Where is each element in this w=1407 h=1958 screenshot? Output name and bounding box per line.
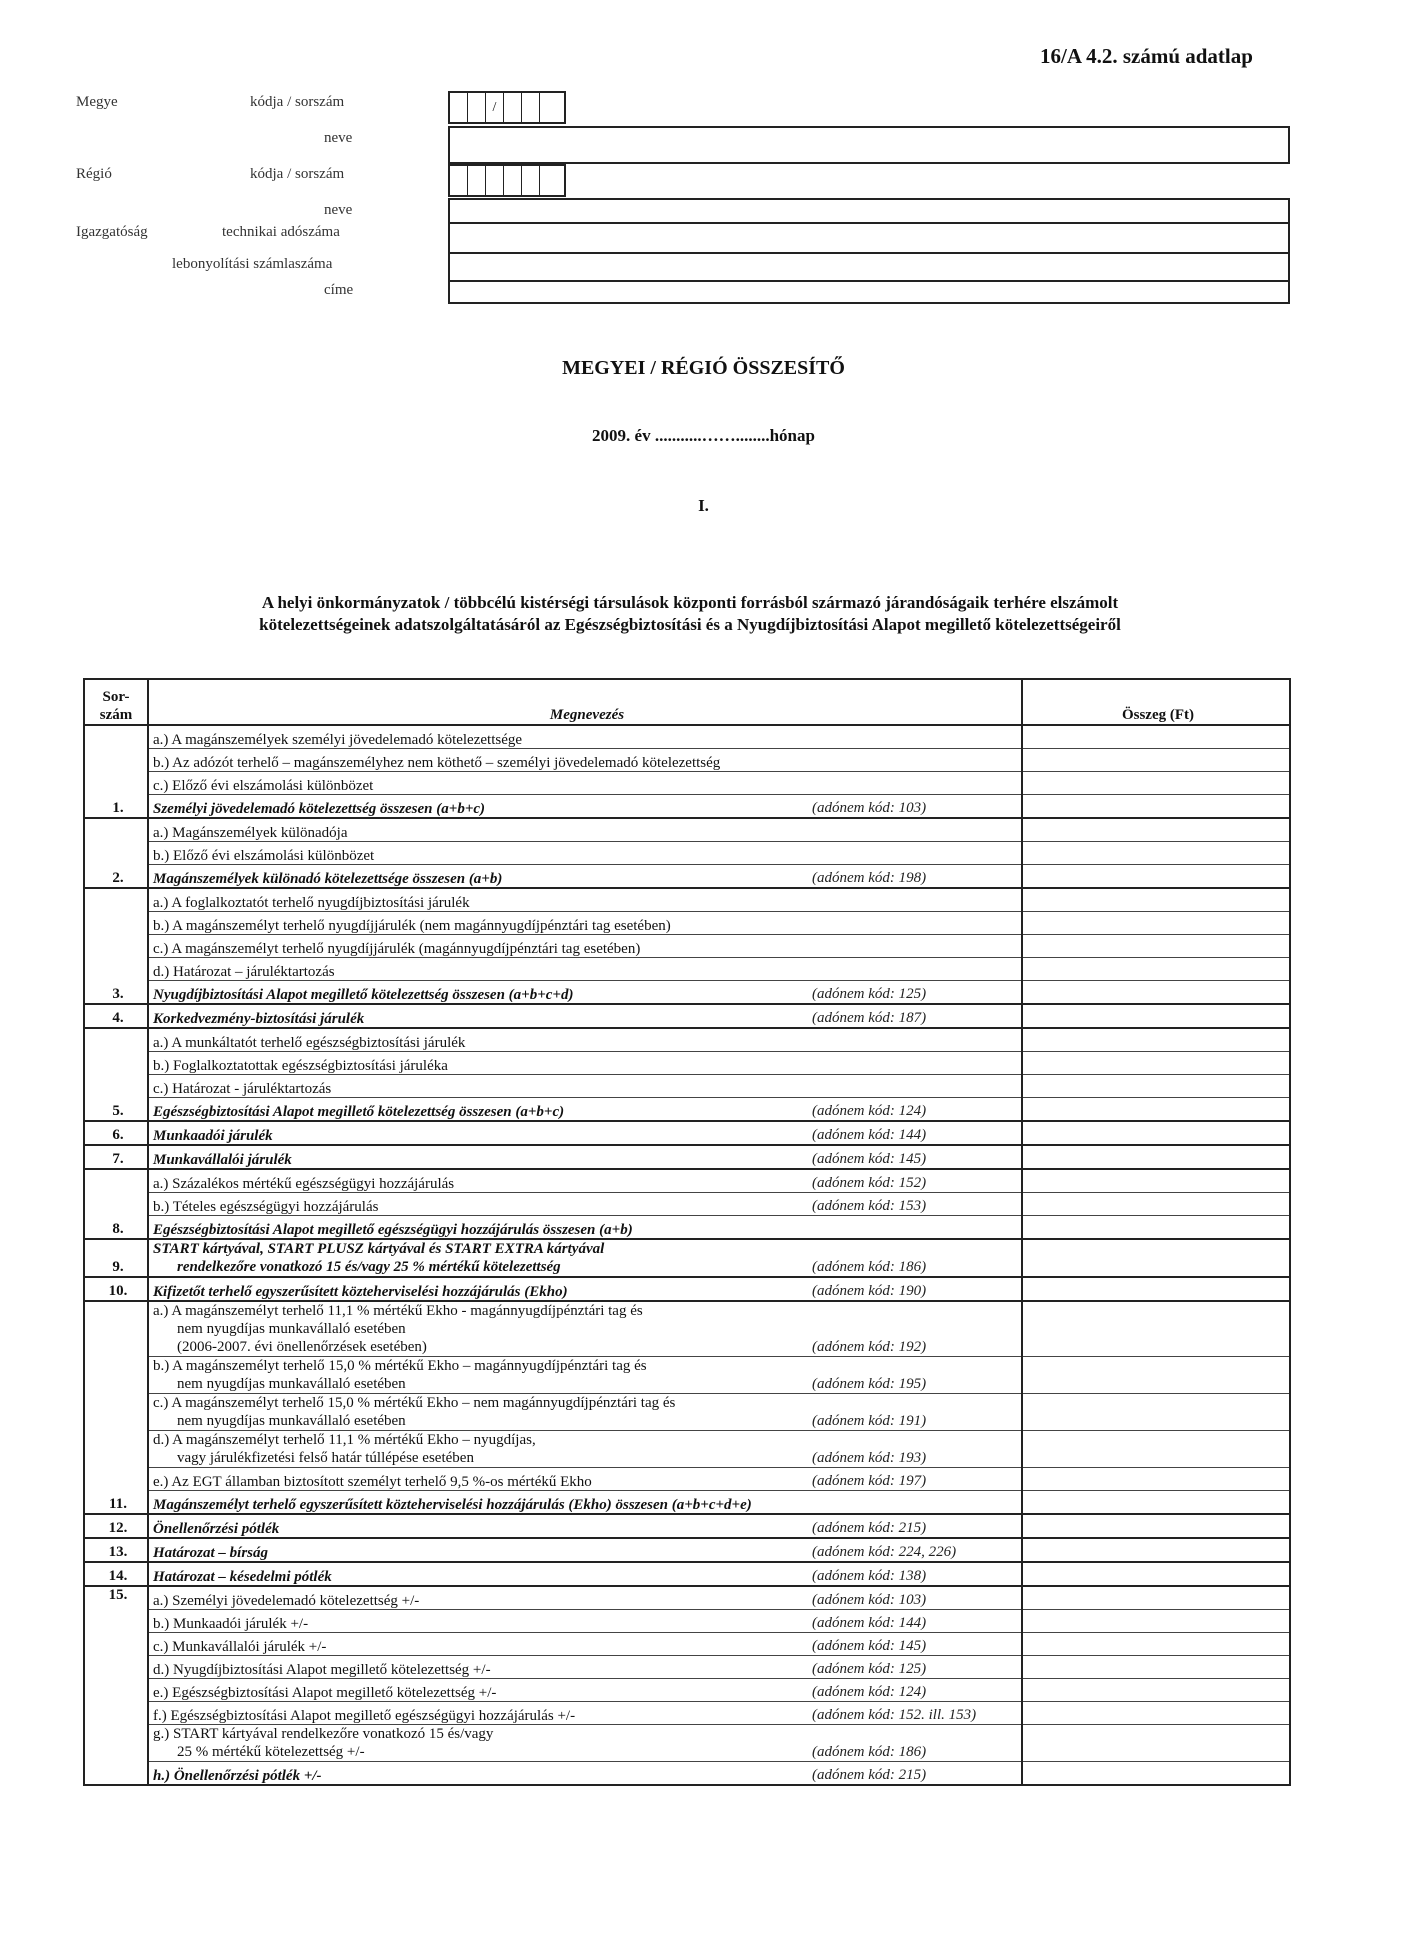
szamlaszam-field[interactable] (448, 252, 1290, 282)
row-number: 7. (84, 1145, 148, 1169)
tax-code (808, 818, 1022, 842)
row-description: d.) Nyugdíjbiztosítási Alapot megillető kötelezettség +/- (148, 1656, 808, 1679)
description-line: START kártyával, START PLUSZ kártyával és START EXTRA kártyával (153, 1241, 605, 1257)
table-row (84, 1394, 1290, 1431)
table-row (84, 1431, 1290, 1468)
table-row (84, 935, 1290, 958)
table-row (84, 1491, 1290, 1515)
amount-cell[interactable] (1022, 935, 1290, 958)
tax-code: (adónem kód: 198) (808, 865, 1022, 889)
table-row (84, 912, 1290, 935)
period-line: 2009. év ...........……........hónap (592, 426, 815, 445)
amount-cell[interactable] (1022, 1075, 1290, 1098)
amount-cell[interactable] (1022, 1145, 1290, 1169)
tax-code: (adónem kód: 153) (808, 1193, 1022, 1216)
row-description: c.) Előző évi elszámolási különbözet (148, 772, 808, 795)
igazgatosag-label: Igazgatóság (76, 224, 148, 240)
tax-code (808, 888, 1022, 912)
row-number: 15. (84, 1586, 148, 1785)
amount-cell[interactable] (1022, 1656, 1290, 1679)
table-row (84, 1562, 1290, 1586)
row-number: 8. (84, 1169, 148, 1239)
amount-cell[interactable] (1022, 1538, 1290, 1562)
row-number: 4. (84, 1004, 148, 1028)
tax-code: (adónem kód: 103) (808, 795, 1022, 819)
tax-code (808, 1216, 1022, 1240)
row-number: 11. (84, 1301, 148, 1514)
tax-code: (adónem kód: 152. ill. 153) (808, 1702, 1022, 1725)
row-number: 3. (84, 888, 148, 1004)
megye-kod-label: kódja / sorszám (250, 94, 345, 110)
tax-code (808, 912, 1022, 935)
row-description: d.) Határozat – járuléktartozás (148, 958, 808, 981)
table-row (84, 1468, 1290, 1491)
amount-cell[interactable] (1022, 1679, 1290, 1702)
amount-cell[interactable] (1022, 1762, 1290, 1786)
tax-code: (adónem kód: 192) (808, 1301, 1022, 1357)
row-total-description: Egészségbiztosítási Alapot megillető kötelezettség összesen (a+b+c) (148, 1098, 808, 1122)
amount-cell[interactable] (1022, 1394, 1290, 1431)
table-row (84, 888, 1290, 912)
description-line: c.) A magánszemélyt terhelő 15,0 % mértékű Ekho – nem magánnyugdíjpénztári tag és (153, 1395, 676, 1411)
amount-cell[interactable] (1022, 1301, 1290, 1357)
tax-code: (adónem kód: 125) (808, 1656, 1022, 1679)
tax-code: (adónem kód: 124) (808, 1679, 1022, 1702)
table-row (84, 818, 1290, 842)
row-total-description: Magánszemélyt terhelő egyszerűsített közteherviselési hozzájárulás (Ekho) összesen (a+b+c+d+e) (148, 1491, 808, 1515)
table-row (84, 1098, 1290, 1122)
amount-cell[interactable] (1022, 1169, 1290, 1193)
table-row (84, 1656, 1290, 1679)
row-number: 10. (84, 1277, 148, 1301)
technikai-adoszam-field[interactable] (448, 222, 1290, 254)
table-row (84, 1193, 1290, 1216)
amount-cell[interactable] (1022, 1028, 1290, 1052)
row-number: 9. (84, 1239, 148, 1277)
row-number: 1. (84, 725, 148, 818)
tax-code: (adónem kód: 190) (808, 1277, 1022, 1301)
header-osszeg: Összeg (Ft) (1022, 679, 1290, 725)
table-row (84, 842, 1290, 865)
table-row (84, 725, 1290, 749)
row-total-description: Nyugdíjbiztosítási Alapot megillető kötelezettség összesen (a+b+c+d) (148, 981, 808, 1005)
amount-cell[interactable] (1022, 912, 1290, 935)
row-total-description: Magánszemélyek különadó kötelezettsége összesen (a+b) (148, 865, 808, 889)
row-total-description: Önellenőrzési pótlék (148, 1514, 808, 1538)
row-total-description: Határozat – késedelmi pótlék (148, 1562, 808, 1586)
amount-cell[interactable] (1022, 981, 1290, 1005)
cime-field[interactable] (448, 280, 1290, 304)
amount-cell[interactable] (1022, 1004, 1290, 1028)
row-total-description: Munkaadói járulék (148, 1121, 808, 1145)
description-line: nem nyugdíjas munkavállaló esetében (177, 1376, 406, 1392)
tax-code (808, 772, 1022, 795)
tax-code (808, 958, 1022, 981)
description-line: vagy járulékfizetési felső határ túllépése esetében (177, 1450, 474, 1466)
amount-cell[interactable] (1022, 958, 1290, 981)
amount-cell[interactable] (1022, 1357, 1290, 1394)
section-number: I. (698, 496, 709, 515)
table-row (84, 1169, 1290, 1193)
regio-kod-field[interactable] (448, 164, 566, 197)
table-row (84, 1277, 1290, 1301)
amount-cell[interactable] (1022, 1121, 1290, 1145)
amount-cell[interactable] (1022, 1702, 1290, 1725)
technikai-adoszam-label: technikai adószáma (222, 224, 340, 240)
table-row (84, 1121, 1290, 1145)
amount-cell[interactable] (1022, 1491, 1290, 1515)
tax-code (808, 749, 1022, 772)
table-row (84, 1145, 1290, 1169)
description-line: 25 % mértékű kötelezettség +/- (177, 1744, 365, 1760)
table-row (84, 1725, 1290, 1762)
amount-cell[interactable] (1022, 795, 1290, 819)
tax-code (808, 1075, 1022, 1098)
amount-cell[interactable] (1022, 1468, 1290, 1491)
table-row (84, 749, 1290, 772)
row-description: e.) Az EGT államban biztosított személyt terhelő 9,5 %-os mértékű Ekho (148, 1468, 808, 1491)
table-row (84, 1702, 1290, 1725)
row-description: f.) Egészségbiztosítási Alapot megillető egészségügyi hozzájárulás +/- (148, 1702, 808, 1725)
tax-code (808, 935, 1022, 958)
description-line: nem nyugdíjas munkavállaló esetében (177, 1413, 406, 1429)
amount-cell[interactable] (1022, 1193, 1290, 1216)
row-description: a.) Százalékos mértékű egészségügyi hozzájárulás (148, 1169, 808, 1193)
tax-code: (adónem kód: 187) (808, 1004, 1022, 1028)
row-description: a.) A munkáltatót terhelő egészségbiztosítási járulék (148, 1028, 808, 1052)
intro-line-1: A helyi önkormányzatok / többcélú kistérségi társulások központi forrásból származó járandóságaik terhére elszámolt (261, 593, 1119, 612)
page-title: MEGYEI / RÉGIÓ ÖSSZESÍTŐ (562, 357, 845, 379)
amount-cell[interactable] (1022, 1239, 1290, 1277)
tax-code: (adónem kód: 186) (808, 1239, 1022, 1277)
amount-cell[interactable] (1022, 1052, 1290, 1075)
description-line: (2006-2007. évi önellenőrzések esetében) (177, 1339, 427, 1355)
tax-code: (adónem kód: 125) (808, 981, 1022, 1005)
tax-code: (adónem kód: 152) (808, 1169, 1022, 1193)
intro-line-2: kötelezettségeinek adatszolgáltatásáról az Egészségbiztosítási és a Nyugdíjbiztosítási Alapot megillető kötelezettségeiről (259, 615, 1121, 634)
table-row (84, 1538, 1290, 1562)
row-total-description: h.) Önellenőrzési pótlék +/- (148, 1762, 808, 1786)
amount-cell[interactable] (1022, 1514, 1290, 1538)
row-description: b.) Foglalkoztatottak egészségbiztosítási járuléka (148, 1052, 808, 1075)
amount-cell[interactable] (1022, 888, 1290, 912)
table-row (84, 1239, 1290, 1277)
amount-cell[interactable] (1022, 1431, 1290, 1468)
row-description: a.) A magánszemélyek személyi jövedelemadó kötelezettsége (148, 725, 808, 749)
row-total-description: Személyi jövedelemadó kötelezettség összesen (a+b+c) (148, 795, 808, 819)
table-row (84, 958, 1290, 981)
tax-code (808, 725, 1022, 749)
tax-code: (adónem kód: 186) (808, 1725, 1022, 1762)
table-row (84, 1004, 1290, 1028)
row-description: b.) Munkaadói járulék +/- (148, 1610, 808, 1633)
tax-code: (adónem kód: 215) (808, 1762, 1022, 1786)
table-row (84, 1075, 1290, 1098)
megye-neve-label: neve (324, 130, 353, 146)
form-code: 16/A 4.2. számú adatlap (1040, 44, 1253, 68)
cime-label: címe (324, 282, 354, 298)
row-total-description (148, 1239, 808, 1277)
table-row (84, 981, 1290, 1005)
table-row (84, 1052, 1290, 1075)
regio-neve-label: neve (324, 202, 353, 218)
row-number: 13. (84, 1538, 148, 1562)
tax-code (808, 842, 1022, 865)
tax-code (808, 1028, 1022, 1052)
amount-cell[interactable] (1022, 749, 1290, 772)
tax-code: (adónem kód: 103) (808, 1586, 1022, 1610)
tax-code (808, 1052, 1022, 1075)
tax-code: (adónem kód: 124) (808, 1098, 1022, 1122)
tax-code: (adónem kód: 224, 226) (808, 1538, 1022, 1562)
table-row (84, 1586, 1290, 1610)
amount-cell[interactable] (1022, 1098, 1290, 1122)
row-description: c.) A magánszemélyt terhelő nyugdíjjárulék (magánnyugdíjpénztári tag esetében) (148, 935, 808, 958)
row-description (148, 1357, 808, 1394)
row-description (148, 1431, 808, 1468)
tax-code: (adónem kód: 215) (808, 1514, 1022, 1538)
table-row (84, 1633, 1290, 1656)
row-description (148, 1725, 808, 1762)
row-total-description: Határozat – bírság (148, 1538, 808, 1562)
tax-code: (adónem kód: 145) (808, 1145, 1022, 1169)
amount-cell[interactable] (1022, 1586, 1290, 1610)
table-row (84, 865, 1290, 889)
table-row (84, 1679, 1290, 1702)
tax-code: (adónem kód: 193) (808, 1431, 1022, 1468)
amount-cell[interactable] (1022, 842, 1290, 865)
row-description: a.) Magánszemélyek különadója (148, 818, 808, 842)
table-row (84, 1028, 1290, 1052)
row-description: a.) A foglalkoztatót terhelő nyugdíjbiztosítási járulék (148, 888, 808, 912)
obligations-table (83, 678, 1291, 1786)
table-row (84, 1301, 1290, 1357)
tax-code: (adónem kód: 144) (808, 1610, 1022, 1633)
description-line: d.) A magánszemélyt terhelő 11,1 % mértékű Ekho – nyugdíjas, (153, 1432, 536, 1448)
table-row (84, 1357, 1290, 1394)
table-row (84, 772, 1290, 795)
megye-neve-field[interactable] (448, 126, 1290, 164)
regio-label: Régió (76, 166, 112, 182)
amount-cell[interactable] (1022, 1610, 1290, 1633)
row-number: 12. (84, 1514, 148, 1538)
description-line: nem nyugdíjas munkavállaló esetében (177, 1321, 406, 1337)
row-total-description: Egészségbiztosítási Alapot megillető egészségügyi hozzájárulás összesen (a+b) (148, 1216, 808, 1240)
row-description: b.) Tételes egészségügyi hozzájárulás (148, 1193, 808, 1216)
megye-label: Megye (76, 94, 118, 110)
tax-code: (adónem kód: 191) (808, 1394, 1022, 1431)
row-description (148, 1394, 808, 1431)
header-megnevezes: Megnevezés (148, 679, 1022, 725)
description-line: b.) A magánszemélyt terhelő 15,0 % mértékű Ekho – magánnyugdíjpénztári tag és (153, 1358, 647, 1374)
tax-code: (adónem kód: 145) (808, 1633, 1022, 1656)
amount-cell[interactable] (1022, 818, 1290, 842)
row-number: 14. (84, 1562, 148, 1586)
tax-code: (adónem kód: 138) (808, 1562, 1022, 1586)
kod-separator: / (486, 93, 504, 122)
tax-code: (adónem kód: 144) (808, 1121, 1022, 1145)
regio-kod-label: kódja / sorszám (250, 166, 345, 182)
table-row (84, 1216, 1290, 1240)
megye-kod-field[interactable] (448, 91, 566, 124)
tax-code: (adónem kód: 195) (808, 1357, 1022, 1394)
tax-code (808, 1491, 1022, 1515)
amount-cell[interactable] (1022, 1562, 1290, 1586)
description-line: a.) A magánszemélyt terhelő 11,1 % mértékű Ekho - magánnyugdíjpénztári tag és (153, 1303, 643, 1319)
description-line: rendelkezőre vonatkozó 15 és/vagy 25 % mértékű kötelezettség (177, 1259, 561, 1275)
row-description (148, 1301, 808, 1357)
amount-cell[interactable] (1022, 772, 1290, 795)
header-sorszam: Sor- szám (84, 679, 148, 725)
row-total-description: Munkavállalói járulék (148, 1145, 808, 1169)
table-row (84, 1610, 1290, 1633)
table-row (84, 1514, 1290, 1538)
amount-cell[interactable] (1022, 1633, 1290, 1656)
row-number: 2. (84, 818, 148, 888)
row-number: 5. (84, 1028, 148, 1121)
amount-cell[interactable] (1022, 1725, 1290, 1762)
row-description: c.) Munkavállalói járulék +/- (148, 1633, 808, 1656)
row-total-description: Korkedvezmény-biztosítási járulék (148, 1004, 808, 1028)
row-total-description: Kifizetőt terhelő egyszerűsített közteherviselési hozzájárulás (Ekho) (148, 1277, 808, 1301)
table-row (84, 795, 1290, 819)
table-header-row (84, 679, 1290, 725)
szamlaszam-label: lebonyolítási számlaszáma (172, 256, 333, 272)
row-description: c.) Határozat - járuléktartozás (148, 1075, 808, 1098)
amount-cell[interactable] (1022, 865, 1290, 889)
row-description: a.) Személyi jövedelemadó kötelezettség +/- (148, 1586, 808, 1610)
description-line: g.) START kártyával rendelkezőre vonatkozó 15 és/vagy (153, 1726, 494, 1742)
row-description: b.) Előző évi elszámolási különbözet (148, 842, 808, 865)
row-description: b.) Az adózót terhelő – magánszemélyhez nem köthető – személyi jövedelemadó kötelezettség (148, 749, 808, 772)
row-description: e.) Egészségbiztosítási Alapot megillető kötelezettség +/- (148, 1679, 808, 1702)
amount-cell[interactable] (1022, 725, 1290, 749)
row-description: b.) A magánszemélyt terhelő nyugdíjjárulék (nem magánnyugdíjpénztári tag esetében) (148, 912, 808, 935)
tax-code: (adónem kód: 197) (808, 1468, 1022, 1491)
row-number: 6. (84, 1121, 148, 1145)
amount-cell[interactable] (1022, 1216, 1290, 1240)
amount-cell[interactable] (1022, 1277, 1290, 1301)
table-row (84, 1762, 1290, 1786)
regio-neve-field[interactable] (448, 198, 1290, 224)
